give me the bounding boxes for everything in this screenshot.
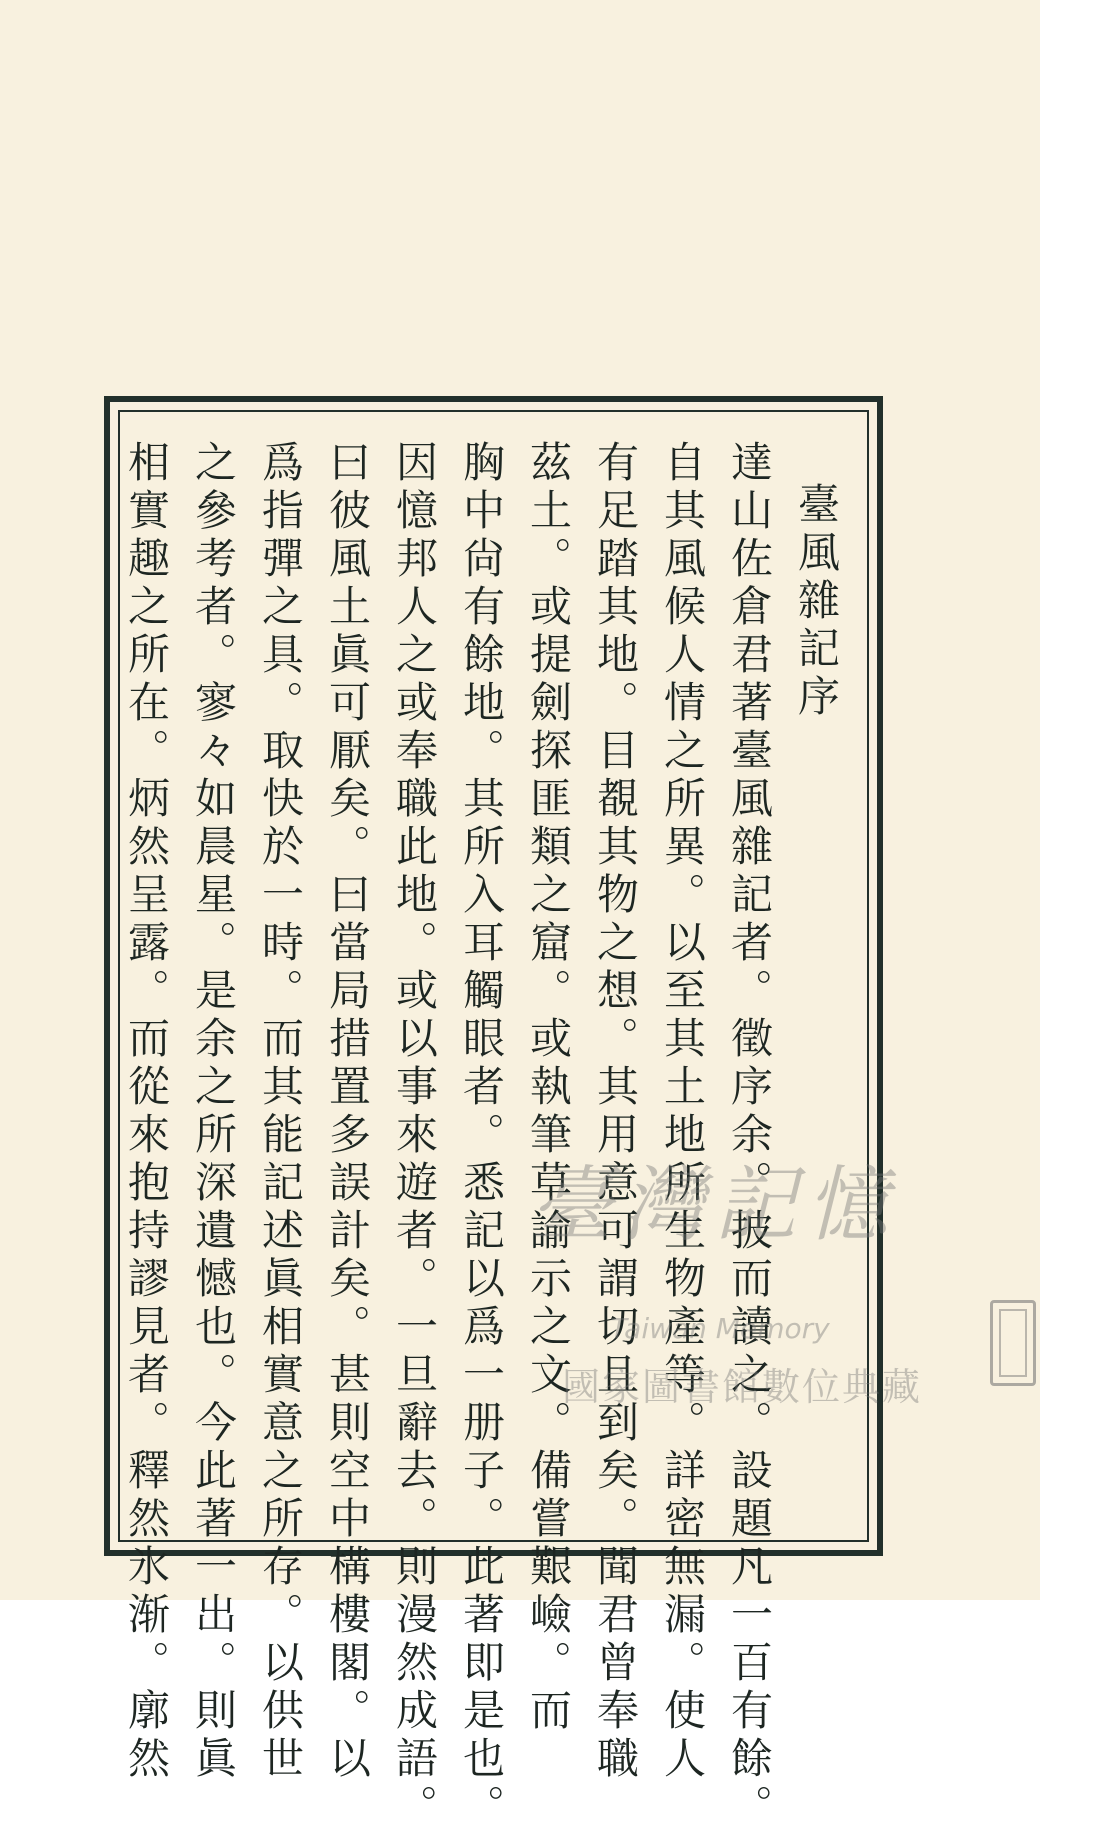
text-column: 曰彼風土眞可厭矣。曰當局措置多誤計矣。甚則空中構樓閣。以	[323, 440, 372, 1784]
text-column: 因憶邦人之或奉職此地。或以事來遊者。一旦辭去。則漫然成語。	[390, 440, 439, 1832]
text-column: 爲指彈之具。取快於一時。而其能記述眞相實意之所存。以供世	[256, 440, 305, 1784]
text-column: 自其風候人情之所異。以至其土地所生物產等。詳密無漏。使人	[658, 440, 707, 1784]
page-margin	[1040, 0, 1094, 1600]
preface-title: 臺風雜記序	[792, 482, 841, 722]
watermark-main-text: 臺灣記憶	[530, 1158, 898, 1253]
text-column: 胸中尙有餘地。其所入耳觸眼者。悉記以爲一册子。此著即是也。	[457, 440, 506, 1832]
watermark-subtitle: 國家圖書館數位典藏	[562, 1365, 923, 1409]
seal-inner-border	[999, 1309, 1027, 1377]
text-column: 有足踏其地。目覩其物之想。其用意可謂切且到矣。聞君曾奉職	[591, 440, 640, 1784]
watermark-english-text: Taiwan Memory	[610, 1312, 830, 1345]
text-column: 達山佐倉君著臺風雜記者。徵序余。披而讀之。設題凡一百有餘。	[725, 440, 774, 1832]
text-column: 茲土。或提劍探匪類之窟。或執筆草諭示之文。備嘗艱嶮。而	[524, 440, 573, 1736]
library-seal-icon	[990, 1300, 1036, 1386]
text-column: 相實趣之所在。炳然呈露。而從來抱持謬見者。釋然氷渐。廓然	[122, 440, 171, 1784]
preface-text	[122, 440, 850, 1832]
text-column: 之參考者。寥々如晨星。是余之所深遺憾也。今此著一出。則眞	[189, 440, 238, 1784]
